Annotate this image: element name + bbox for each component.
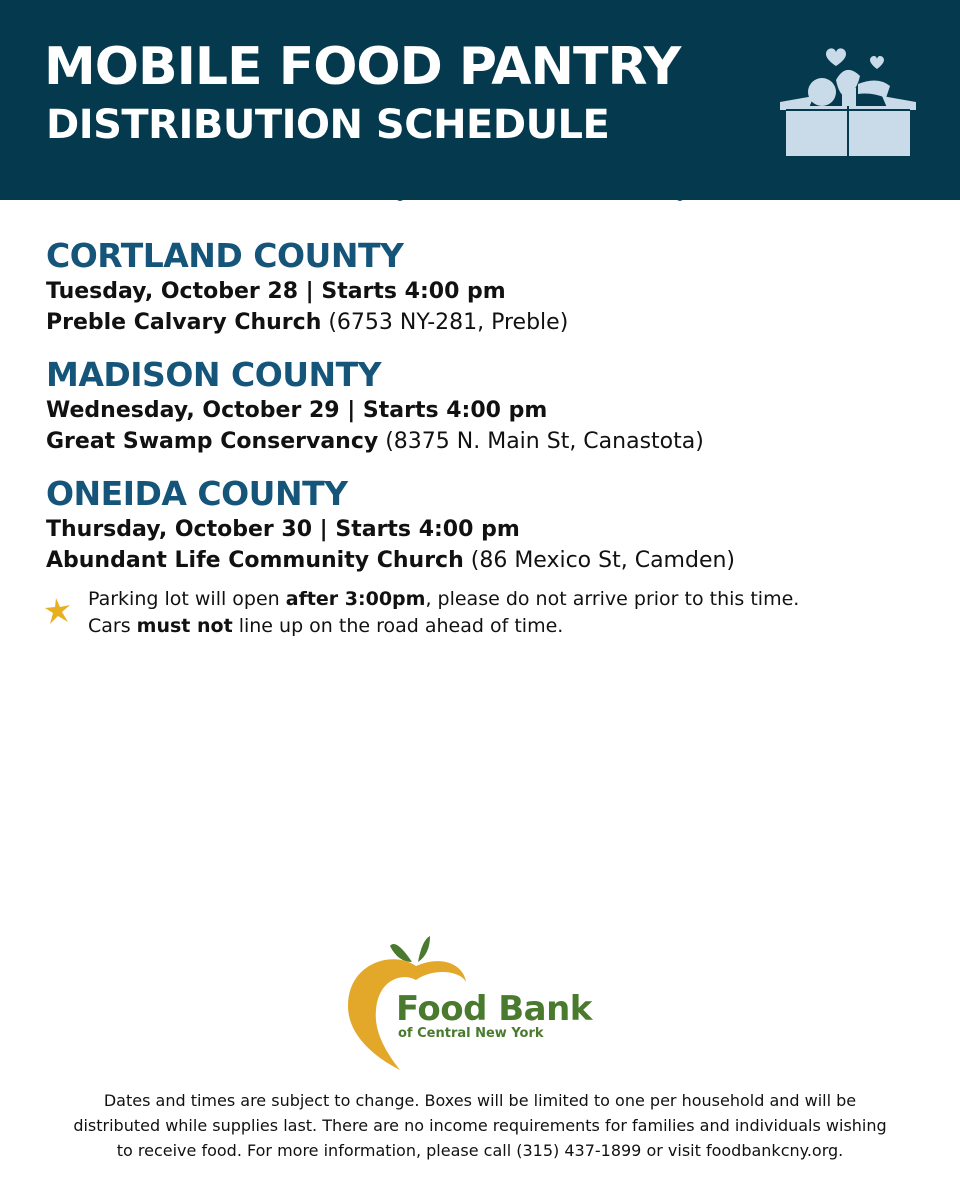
event-date-time: Tuesday, October 28 | Starts 4:00 pm	[46, 279, 506, 304]
header-banner	[0, 0, 960, 200]
footer-line-3: to receive food. For more information, please call (315) 437-1899 or visit foodbankcny.org.	[116, 1141, 844, 1160]
venue-name: Abundant Life Community Church	[46, 548, 464, 573]
header-torn-edge	[0, 178, 960, 208]
event-madison	[46, 355, 926, 457]
note-line-1: Parking lot will open after 3:00pm, please do not arrive prior to this time.	[88, 588, 800, 610]
event-location	[46, 545, 926, 576]
event-oneida	[46, 474, 926, 576]
footer-line-2: distributed while supplies last. There are no income requirements for families and individuals wishing	[73, 1116, 887, 1135]
event-cortland	[46, 236, 926, 338]
logo-name: Food Bank	[396, 989, 592, 1029]
venue-address: (8375 N. Main St, Canastota)	[378, 429, 704, 454]
title-line-2: DISTRIBUTION SCHEDULE	[46, 102, 610, 148]
food-box-with-hearts-icon	[778, 40, 920, 158]
footer-line-1: Dates and times are subject to change. Boxes will be limited to one per household and will be	[103, 1091, 857, 1110]
county-heading: MADISON COUNTY	[46, 355, 382, 394]
venue-address: (86 Mexico St, Camden)	[463, 548, 736, 573]
event-location	[46, 426, 926, 457]
county-heading: ONEIDA COUNTY	[46, 474, 348, 513]
star-icon	[44, 596, 72, 626]
event-date-time: Wednesday, October 29 | Starts 4:00 pm	[46, 398, 548, 423]
county-heading: CORTLAND COUNTY	[46, 236, 404, 275]
note-line-2: Cars must not line up on the road ahead of time.	[88, 615, 564, 637]
parking-note	[88, 586, 938, 640]
logo-subtitle: of Central New York	[398, 1026, 544, 1041]
venue-address: (6753 NY-281, Preble)	[321, 310, 569, 335]
venue-name: Great Swamp Conservancy	[46, 429, 379, 454]
footer-disclaimer	[30, 1088, 930, 1163]
event-location	[46, 307, 926, 338]
venue-name: Preble Calvary Church	[46, 310, 322, 335]
event-date-time: Thursday, October 30 | Starts 4:00 pm	[46, 517, 520, 542]
title-line-1: MOBILE FOOD PANTRY	[44, 37, 681, 97]
